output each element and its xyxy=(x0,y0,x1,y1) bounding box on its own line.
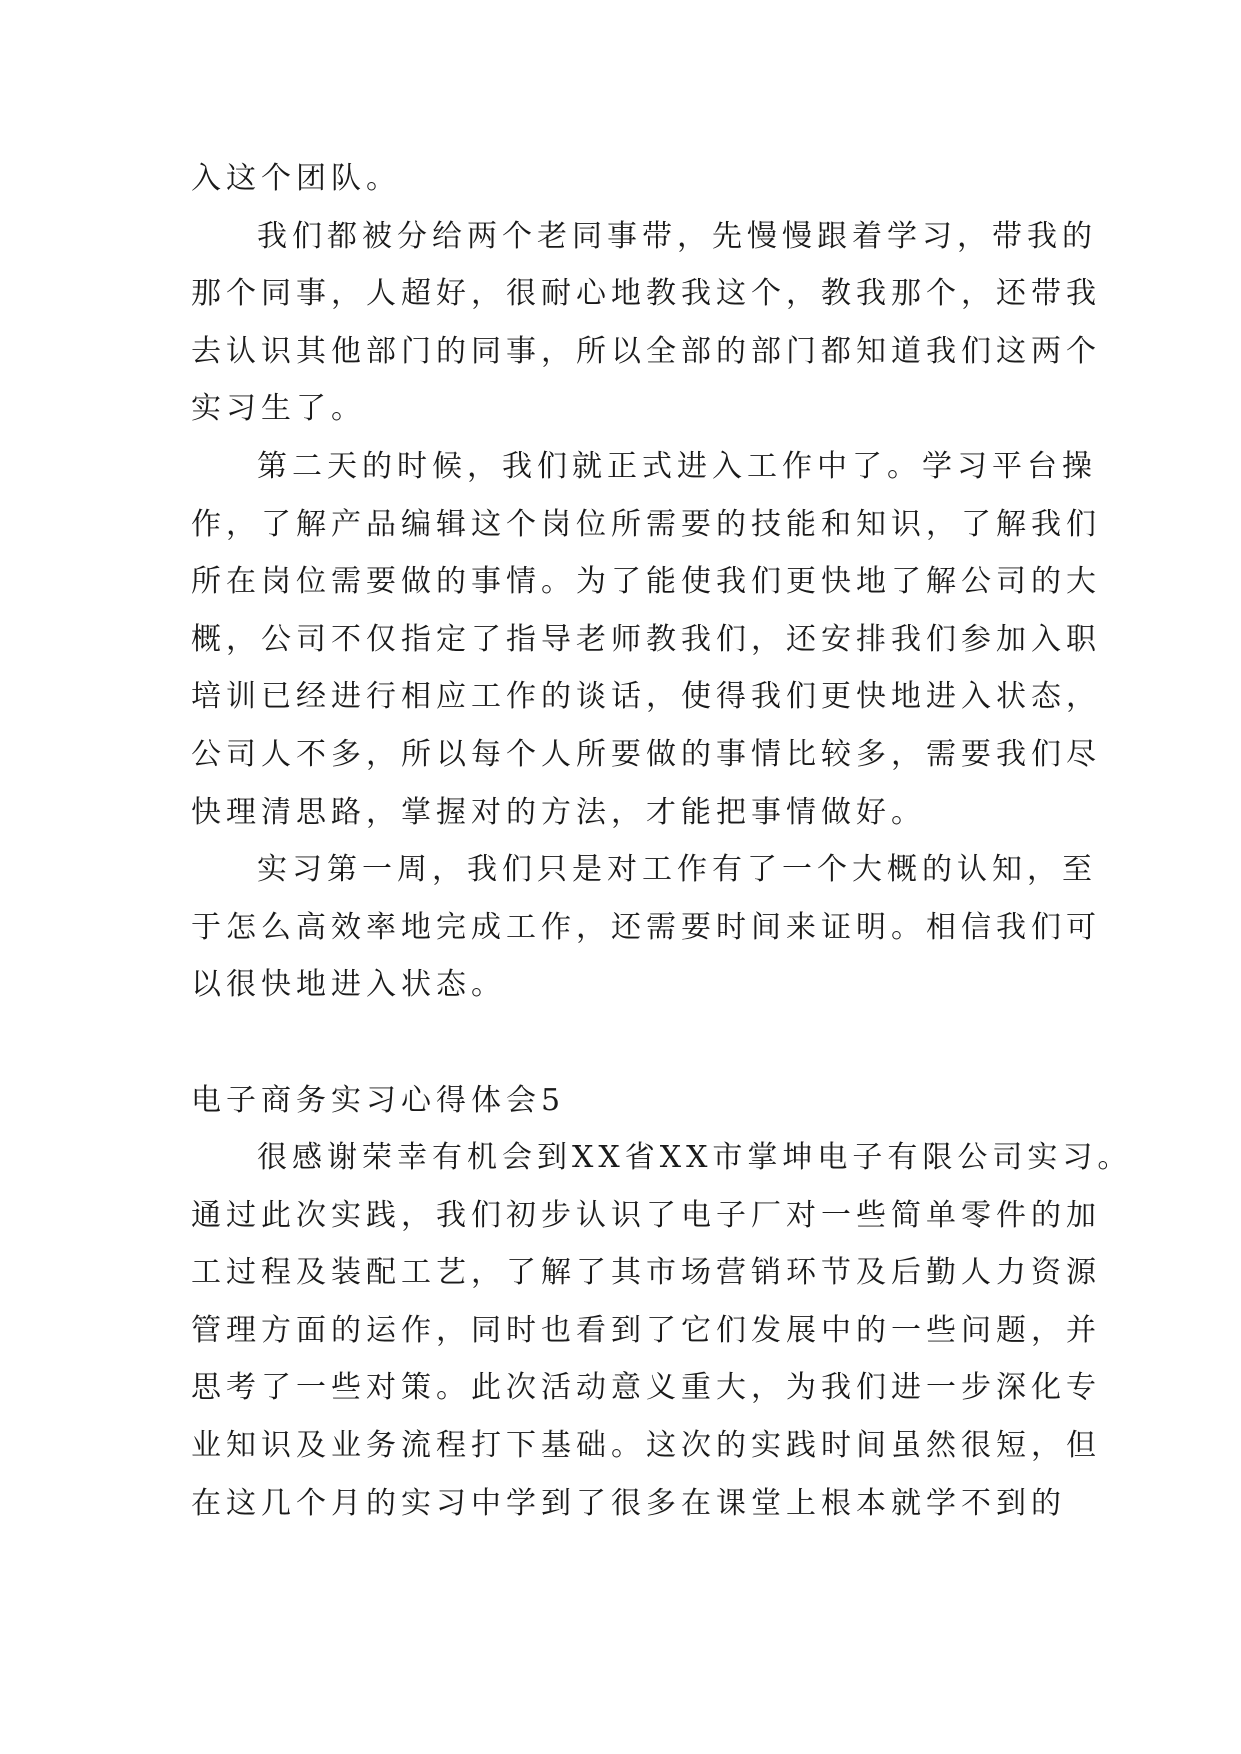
text-line: 实习第一周，我们只是对工作有了一个大概的认知，至 xyxy=(257,852,1097,888)
text-line: 思考了一些对策。此次活动意义重大，为我们进一步深化专 xyxy=(191,1370,1101,1406)
text-line: 业知识及业务流程打下基础。这次的实践时间虽然很短，但 xyxy=(191,1428,1101,1464)
text-line: 概，公司不仅指定了指导老师教我们，还安排我们参加入职 xyxy=(191,621,1101,657)
text-line: 去认识其他部门的同事，所以全部的部门都知道我们这两个 xyxy=(191,333,1101,369)
paragraph-first-week xyxy=(191,841,1101,1014)
text-line: 快理清思路，掌握对的方法，才能把事情做好。 xyxy=(191,794,926,830)
text-line: 实习生了。 xyxy=(191,391,366,427)
text-line: 公司人不多，所以每个人所要做的事情比较多，需要我们尽 xyxy=(191,736,1101,772)
text-line: 所在岗位需要做的事情。为了能使我们更快地了解公司的大 xyxy=(191,564,1101,600)
text-line: 在这几个月的实习中学到了很多在课堂上根本就学不到的 xyxy=(191,1485,1066,1521)
text-line: 工过程及装配工艺，了解了其市场营销环节及后勤人力资源 xyxy=(191,1255,1101,1291)
text-line: 通过此次实践，我们初步认识了电子厂对一些简单零件的加 xyxy=(191,1197,1101,1233)
text-line: 于怎么高效率地完成工作，还需要时间来证明。相信我们可 xyxy=(191,909,1101,945)
paragraph-colleague xyxy=(191,208,1101,438)
text-line: 那个同事，人超好，很耐心地教我这个，教我那个，还带我 xyxy=(191,276,1101,312)
paragraph-second-day xyxy=(191,438,1101,841)
text-line: 很感谢荣幸有机会到XX省XX市掌坤电子有限公司实习。 xyxy=(257,1140,1133,1176)
document-body xyxy=(191,150,1133,1532)
paragraph-continuation xyxy=(191,150,1071,208)
section-spacer xyxy=(191,1014,1071,1072)
text-line: 以很快地进入状态。 xyxy=(191,967,506,1003)
text-line: 作，了解产品编辑这个岗位所需要的技能和知识，了解我们 xyxy=(191,506,1101,542)
text-line: 我们都被分给两个老同事带，先慢慢跟着学习，带我的 xyxy=(257,218,1097,254)
paragraph-company-intro xyxy=(191,1129,1133,1532)
text-line: 入这个团队。 xyxy=(191,161,401,196)
text-line: 管理方面的运作，同时也看到了它们发展中的一些问题，并 xyxy=(191,1312,1101,1348)
text-line: 第二天的时候，我们就正式进入工作中了。学习平台操 xyxy=(257,448,1097,484)
text-line: 培训已经进行相应工作的谈话，使得我们更快地进入状态， xyxy=(191,679,1101,715)
section-heading: 电子商务实习心得体会5 xyxy=(191,1082,566,1118)
